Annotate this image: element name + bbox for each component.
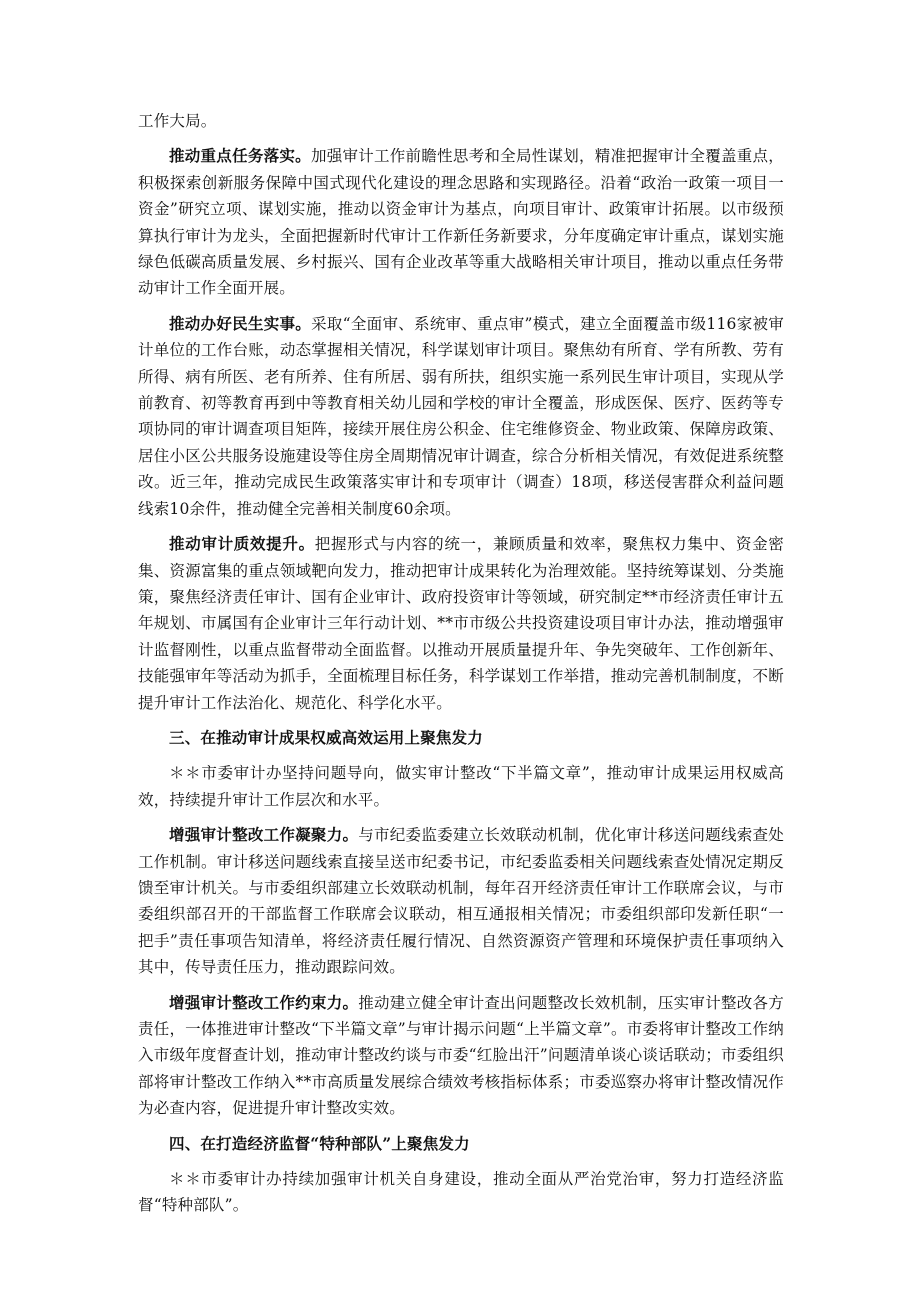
paragraph-constraint — [138, 990, 784, 1122]
paragraph-text: ＊＊市委审计办坚持问题导向，做实审计整改“下半篇文章”，推动审计成果运用权威高效，持续提升审计工作层次和水平。 — [138, 764, 784, 809]
paragraph-lead: 推动审计质效提升。 — [169, 534, 315, 554]
paragraph-text: 推动建立健全审计查出问题整改长效机制，压实审计整改各方责任，一体推进审计整改“下半篇文章”与审计揭示问题“上半篇文章”。市委将审计整改工作纳入市级年度督查计划，推动审计整改约谈与市委“红脸出汗”问题清单谈心谈话联动；市委组织部将审计整改工作纳入**市高质量发展综合绩效考核指标体系；市委巡察办将审计整改情况作为必查内容，促进提升审计整改实效。 — [138, 993, 784, 1118]
paragraph-continuation — [138, 108, 784, 134]
paragraph-text: 工作大局。 — [138, 112, 217, 130]
paragraph-cohesion — [138, 822, 784, 980]
paragraph-text: ＊＊市委审计办持续加强审计机关自身建设，推动全面从严治党治审，努力打造经济监督“特种部队”。 — [138, 1170, 784, 1215]
section-heading-4: 四、在打造经济监督“特种部队”上聚焦发力 — [169, 1133, 470, 1153]
document-page — [138, 108, 784, 1228]
paragraph-quality — [138, 531, 784, 716]
section-heading-3: 三、在推动审计成果权威高效运用上聚焦发力 — [169, 727, 484, 747]
paragraph-text: 与市纪委监委建立长效联动机制，优化审计移送问题线索查处工作机制。审计移送问题线索直接呈送市纪委书记，市纪委监委相关问题线索查处情况定期反馈至审计机关。与市委组织部建立长效联动机制，每年召开经济责任审计工作联席会议，与市委组织部召开的干部监督工作联席会议联动，相互通报相关情况；市委组织部印发新任职“一把手”责任事项告知清单，将经济责任履行情况、自然资源资产管理和环境保护责任事项纳入其中，传导责任压力，推动跟踪问效。 — [138, 826, 784, 977]
paragraph-lead: 增强审计整改工作约束力。 — [169, 992, 359, 1012]
paragraph-text: 加强审计工作前瞻性思考和全局性谋划，精准把握审计全覆盖重点，积极探索创新服务保障中国式现代化建设的理念思路和实现路径。沿着“政治一政策一项目一资金”研究立项、谋划实施，推动以资金审计为基点，向项目审计、政策审计拓展。以市级预算执行审计为龙头，全面把握新时代审计工作新任务新要求，分年度确定审计重点，谋划实施绿色低碳高质量发展、乡村振兴、国有企业改革等重大战略相关审计项目，推动以重点任务带动审计工作全面开展。 — [138, 147, 784, 298]
paragraph-livelihood — [138, 311, 784, 522]
paragraph-section3-intro — [138, 760, 784, 813]
paragraph-lead: 增强审计整改工作凝聚力。 — [169, 825, 359, 845]
paragraph-text: 采取“全面审、系统审、重点审”模式，建立全面覆盖市级116家被审计单位的工作台账，动态掌握相关情况，科学谋划审计项目。聚焦幼有所育、学有所教、劳有所得、病有所医、老有所养、住有所居、弱有所扶，组织实施一系列民生审计项目，实现从学前教育、初等教育再到中等教育相关幼儿园和学校的审计全覆盖，形成医保、医疗、医药等专项协同的审计调查项目矩阵，接续开展住房公积金、住宅维修资金、物业政策、保障房政策、居住小区公共服务设施建设等住房全周期情况审计调查，综合分析相关情况，有效促进系统整改。近三年，推动完成民生政策落实审计和专项审计（调查）18项，移送侵害群众利益问题线索10余件，推动健全完善相关制度60余项。 — [138, 314, 784, 518]
paragraph-section4-intro — [138, 1166, 784, 1219]
paragraph-text: 把握形式与内容的统一，兼顾质量和效率，聚焦权力集中、资金密集、资源富集的重点领域靶向发力，推动把审计成果转化为治理效能。坚持统筹谋划、分类施策，聚焦经济责任审计、国有企业审计、政府投资审计等领域，研究制定**市经济责任审计五年规划、市属国有企业审计三年行动计划、**市市级公共投资建设项目审计办法，推动增强审计监督刚性，以重点监督带动全面监督。以推动开展质量提升年、争先突破年、工作创新年、技能强审年等活动为抓手，全面梳理目标任务，科学谋划工作举措，推动完善机制制度，不断提升审计工作法治化、规范化、科学化水平。 — [138, 535, 784, 712]
paragraph-lead: 推动办好民生实事。 — [169, 313, 312, 333]
paragraph-lead: 推动重点任务落实。 — [169, 146, 311, 166]
paragraph-key-tasks — [138, 143, 784, 301]
